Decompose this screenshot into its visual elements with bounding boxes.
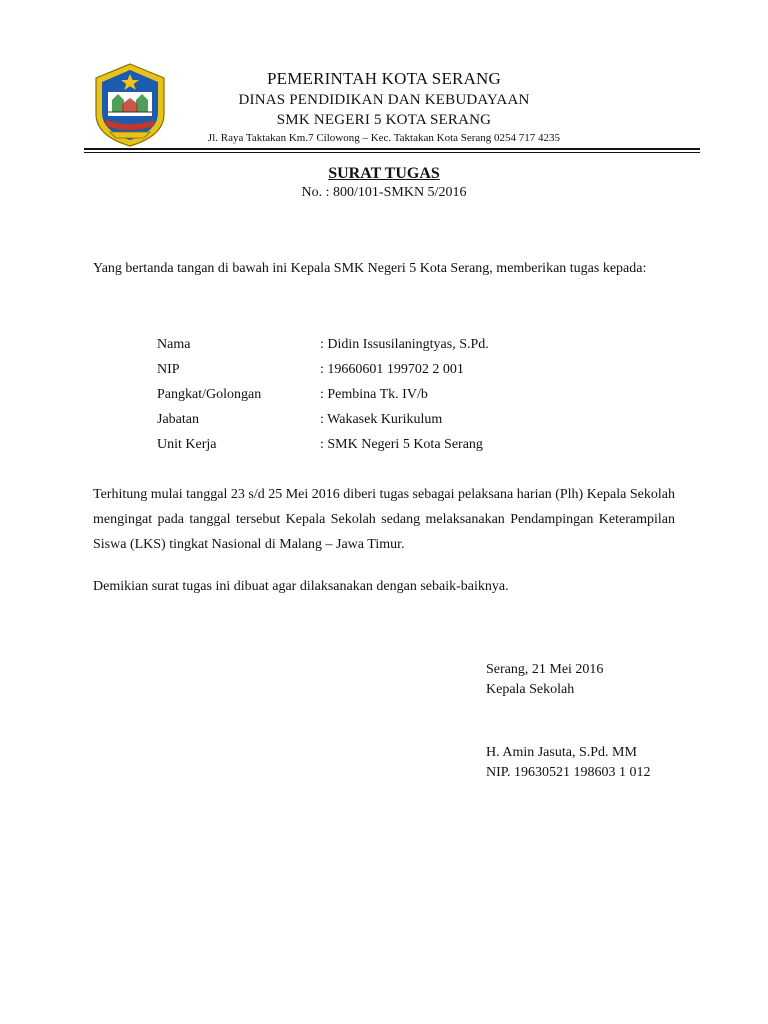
letterhead-government: PEMERINTAH KOTA SERANG: [266, 69, 502, 88]
letterhead: [170, 68, 598, 146]
letterhead-address: Jl. Raya Taktakan Km.7 Cilowong – Kec. Taktakan Kota Serang 0254 717 4235: [207, 132, 561, 144]
detail-row-unit-kerja: [157, 432, 577, 457]
letterhead-school: SMK NEGERI 5 KOTA SERANG: [276, 112, 492, 128]
detail-value: : 19660601 199702 2 001: [320, 362, 464, 377]
letterhead-divider-thin: [84, 152, 700, 153]
assignee-details: [157, 332, 577, 457]
detail-value: : Didin Issusilaningtyas, S.Pd.: [320, 337, 489, 352]
detail-row-nip: [157, 357, 577, 382]
letterhead-department: DINAS PENDIDIKAN DAN KEBUDAYAAN: [238, 92, 530, 108]
closing-paragraph: Demikian surat tugas ini dibuat agar dilaksanakan dengan sebaik-baiknya.: [93, 579, 509, 594]
detail-row-nama: [157, 332, 577, 357]
detail-label: Unit Kerja: [157, 437, 217, 452]
signer-name: H. Amin Jasuta, S.Pd. MM: [486, 745, 637, 760]
letter-number: No. : 800/101-SMKN 5/2016: [301, 185, 467, 200]
letterhead-divider-thick: [84, 148, 700, 150]
assignment-paragraph: Terhitung mulai tanggal 23 s/d 25 Mei 2016 diberi tugas sebagai pelaksana harian (Plh) Kepala Sekolah mengingat pada tanggal tersebut Kepala Sekolah sedang melaksanakan Pendampingan Keterampilan Siswa (LKS) tingkat Nasional di Malang – Jawa Timur.: [93, 487, 675, 552]
signer-position: Kepala Sekolah: [486, 682, 575, 697]
signer-nip: NIP. 19630521 198603 1 012: [486, 765, 651, 780]
detail-value: : Wakasek Kurikulum: [320, 412, 443, 427]
detail-label: Nama: [157, 337, 191, 352]
place-date: Serang, 21 Mei 2016: [486, 662, 604, 677]
detail-row-pangkat: [157, 382, 577, 407]
intro-paragraph: Yang bertanda tangan di bawah ini Kepala SMK Negeri 5 Kota Serang, memberikan tugas kepada:: [93, 261, 647, 276]
detail-label: NIP: [157, 362, 180, 377]
detail-value: : SMK Negeri 5 Kota Serang: [320, 437, 483, 452]
detail-label: Jabatan: [157, 412, 199, 427]
detail-label: Pangkat/Golongan: [157, 387, 262, 402]
detail-row-jabatan: [157, 407, 577, 432]
signature-header: [486, 660, 603, 700]
letter-title: SURAT TUGAS: [328, 165, 440, 182]
detail-value: : Pembina Tk. IV/b: [320, 387, 428, 402]
city-emblem-logo: [92, 62, 168, 148]
signature-footer: [486, 743, 651, 783]
